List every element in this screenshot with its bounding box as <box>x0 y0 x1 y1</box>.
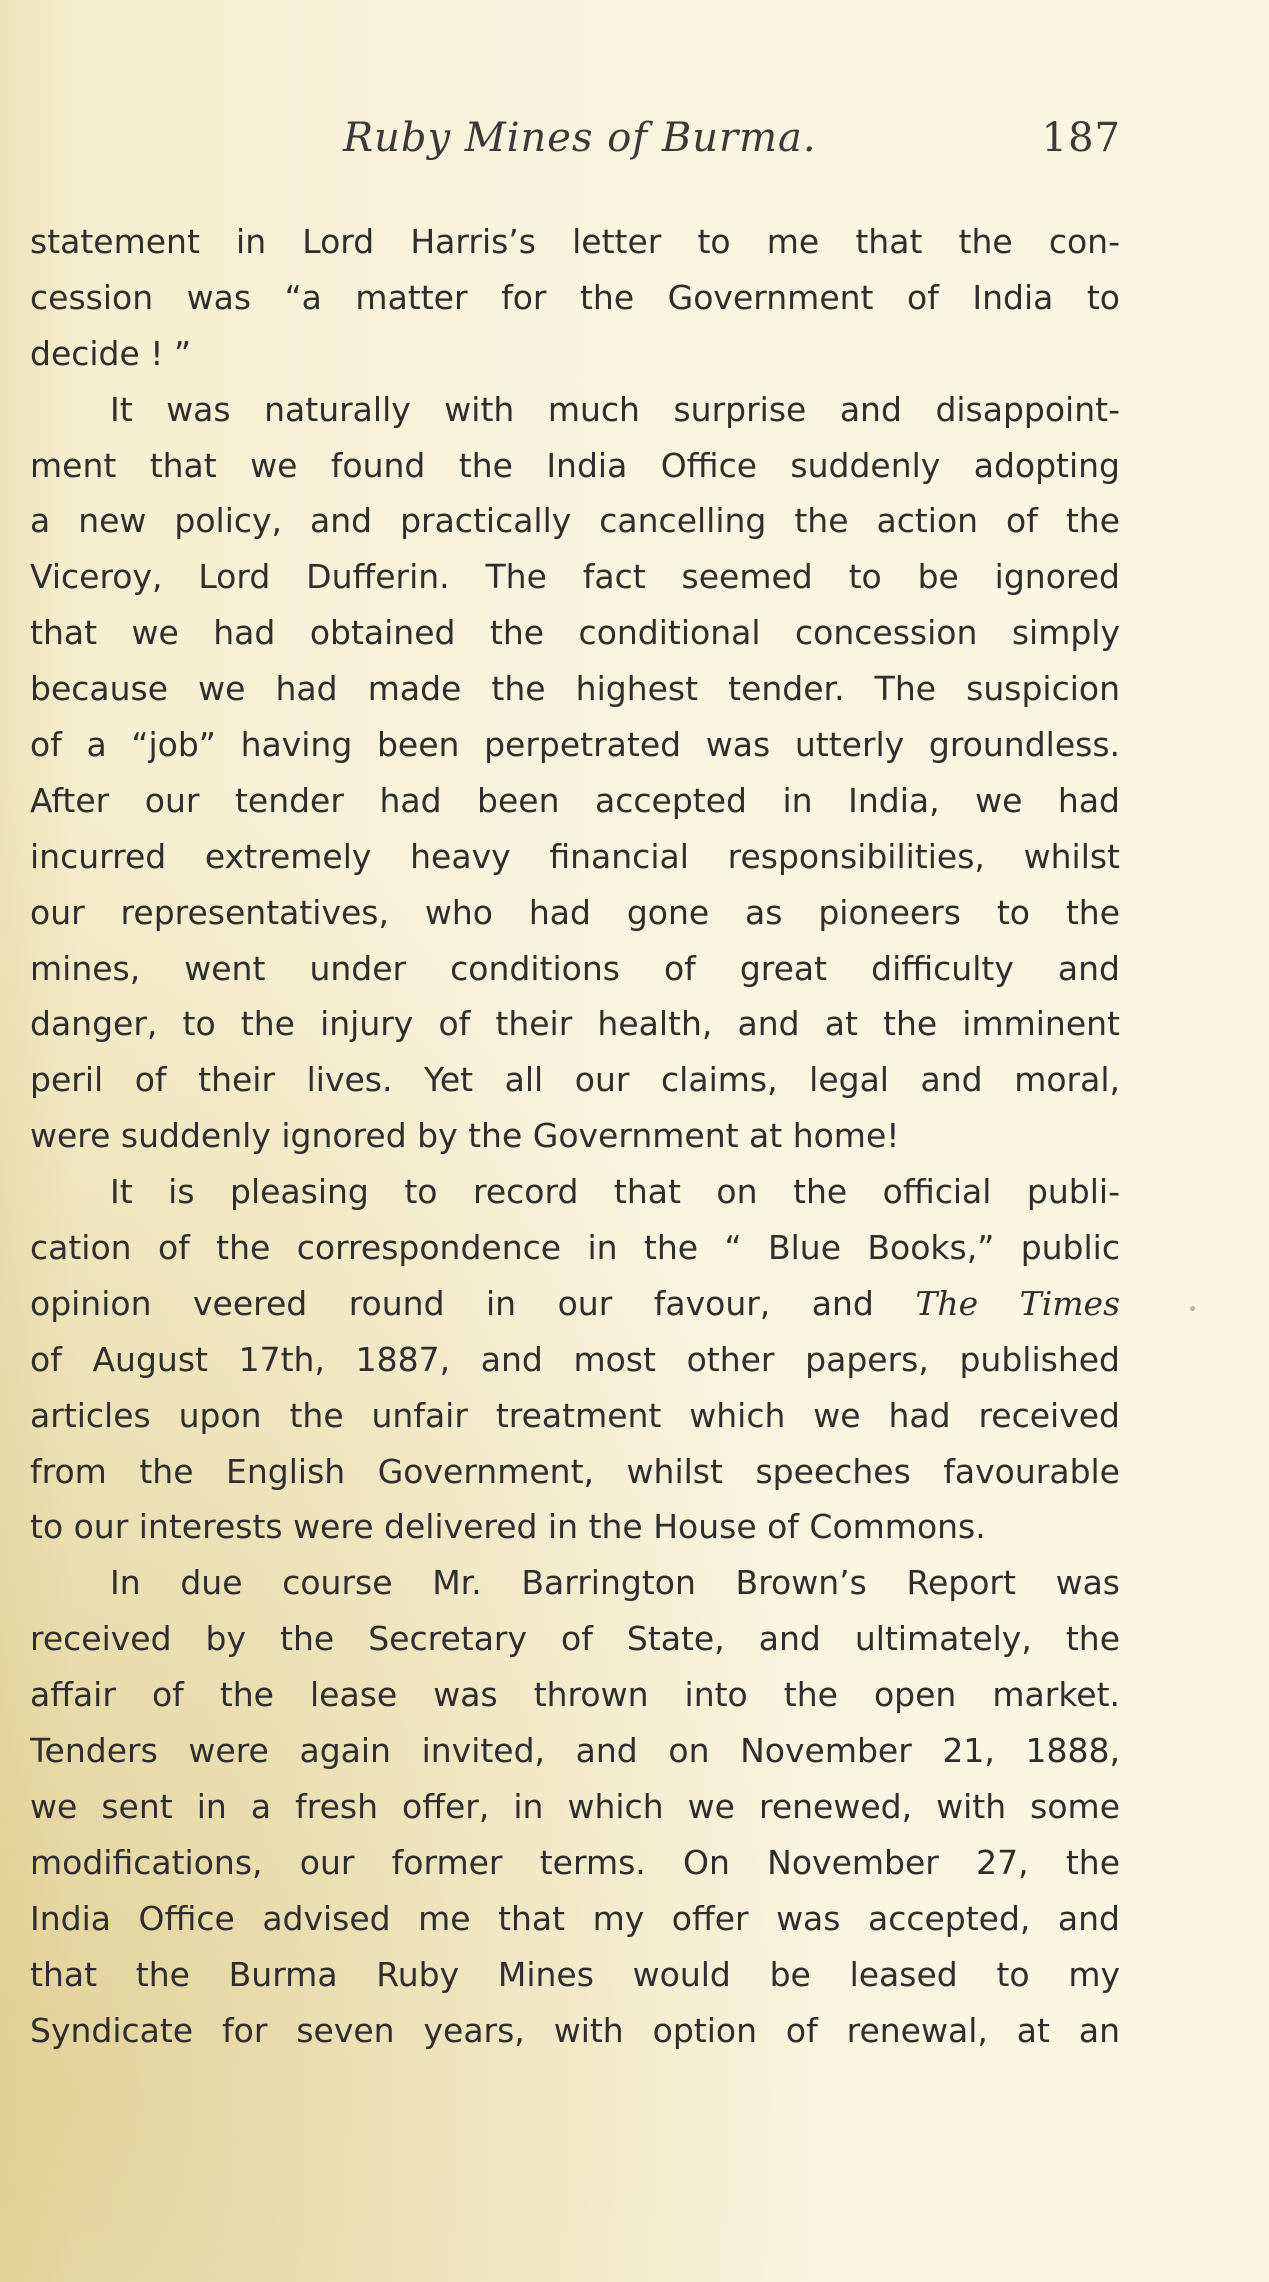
text-line: to our interests were delivered in the House of Commons. <box>30 1507 986 1547</box>
text-line: Tenders were again invited, and on November 21, 1888, <box>30 1731 1120 1771</box>
body-text <box>30 214 1120 2058</box>
text-line: danger, to the injury of their health, and at the imminent <box>30 1004 1120 1044</box>
text-line: articles upon the unfair treatment which we had received <box>30 1395 1120 1435</box>
text-line: we sent in a fresh offer, in which we renewed, with some <box>30 1786 1120 1826</box>
text-line: cession was “a matter for the Government of India to <box>30 277 1120 317</box>
paragraph-start-line: It was naturally with much surprise and disappoint- <box>110 389 1120 429</box>
text-line: peril of their lives. Yet all our claims, legal and moral, <box>30 1060 1120 1100</box>
text-line: After our tender had been accepted in India, we had <box>30 780 1120 820</box>
text-line: Viceroy, Lord Dufferin. The fact seemed to be ignored <box>30 557 1120 597</box>
text-line: cation of the correspondence in the “ Blue Books,” public <box>30 1228 1120 1268</box>
text-line: that we had obtained the conditional concession simply <box>30 613 1120 653</box>
text-line: statement in Lord Harris’s letter to me that the con- <box>30 222 1120 261</box>
text-line: India Office advised me that my offer was accepted, and <box>30 1898 1120 1938</box>
text-line: decide ! ” <box>30 333 192 373</box>
text-line: a new policy, and practically cancelling the action of the <box>30 501 1120 541</box>
text-line: incurred extremely heavy financial responsibilities, whilst <box>30 836 1120 876</box>
text-line: of a “job” having been perpetrated was utterly groundless. <box>30 725 1120 765</box>
text-line: Syndicate for seven years, with option of renewal, at an <box>30 2010 1120 2050</box>
paragraph-start-line: In due course Mr. Barrington Brown’s Report was <box>110 1563 1120 1603</box>
text-line: of August 17th, 1887, and most other papers, published <box>30 1339 1120 1379</box>
text-line: were suddenly ignored by the Government at home! <box>30 1116 900 1156</box>
text-line: received by the Secretary of State, and ultimately, the <box>30 1619 1120 1659</box>
newspaper-title: The Times <box>915 1283 1120 1323</box>
page-number: 187 <box>1041 115 1121 161</box>
stray-mark <box>1190 1306 1195 1311</box>
running-title: Ruby Mines of Burma. <box>343 115 817 161</box>
text-line: our representatives, who had gone as pioneers to the <box>30 892 1120 932</box>
text-line: modifications, our former terms. On November 27, the <box>30 1842 1120 1882</box>
text-line: from the English Government, whilst speeches favourable <box>30 1451 1120 1491</box>
text-line: ment that we found the India Office suddenly adopting <box>30 445 1120 485</box>
paragraph-start-line: It is pleasing to record that on the official publi- <box>110 1172 1120 1212</box>
text-line: because we had made the highest tender. The suspicion <box>30 669 1120 709</box>
text-line-with-title <box>30 1276 1120 1332</box>
text-line: affair of the lease was thrown into the open market. <box>30 1675 1120 1715</box>
text-line: that the Burma Ruby Mines would be leased to my <box>30 1954 1120 1994</box>
text-line: mines, went under conditions of great difficulty and <box>30 948 1120 988</box>
running-head <box>0 108 1269 168</box>
text-fragment: opinion veered round in our favour, and <box>30 1283 874 1323</box>
